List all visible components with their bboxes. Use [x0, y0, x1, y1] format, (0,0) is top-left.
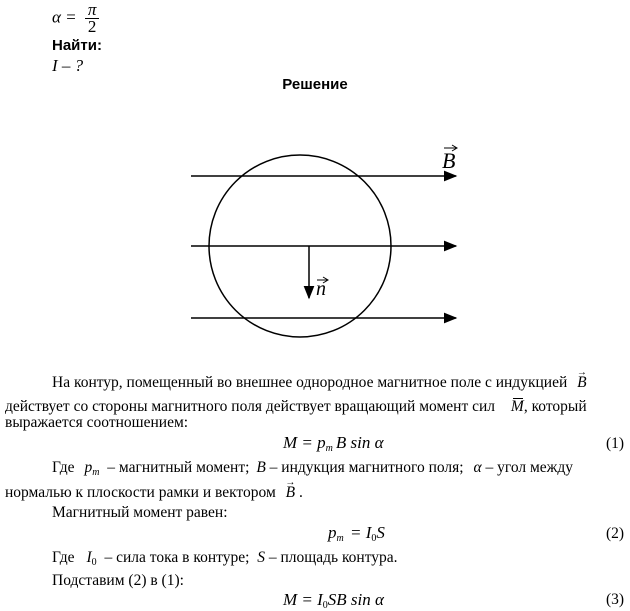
eq3-sub: 0 — [322, 600, 328, 611]
equation-3-number: (3) — [606, 591, 625, 608]
p2-text-f: . — [298, 484, 303, 501]
paragraph-3: Магнитный момент равен: — [52, 504, 228, 521]
p4-symbol-s: S — [257, 549, 266, 566]
paragraph-4 — [52, 548, 398, 573]
p1-text-a: На контур, помещенный во внешнее однородное магнитное поле с индукцией — [52, 374, 568, 391]
alpha-lhs: α = — [52, 7, 77, 27]
p1-symbol-m: M — [510, 398, 524, 415]
p2-text-c: – индукция магнитного поля; — [269, 459, 464, 476]
p2-symbol-b-vector: → B — [286, 483, 295, 503]
p4-symbol-i: I — [86, 549, 92, 566]
p1-text-c: , который — [523, 398, 587, 415]
eq3-rhs: SB sin α — [327, 590, 384, 609]
find-item: I – ? — [52, 56, 84, 75]
eq1-sub: m — [325, 443, 333, 454]
equation-1 — [283, 433, 384, 454]
eq2-rhs: S — [376, 523, 385, 542]
b-label: B — [442, 148, 456, 173]
p1-text-b: действует со стороны магнитного поля действует вращающий момент сил — [5, 398, 496, 415]
p4-text-a: Где — [52, 549, 75, 566]
paragraph-2-line-2 — [5, 483, 303, 503]
eq1-lhs: M = p — [283, 433, 326, 452]
eq2-lhs: p — [328, 523, 337, 542]
p2-text-d: – угол между — [485, 459, 574, 476]
solution-title: Решение — [282, 76, 348, 93]
equation-1-number: (1) — [606, 435, 625, 452]
p2-text-e: нормалью к плоскости рамки и вектором — [5, 484, 276, 501]
find-label: Найти: — [52, 37, 102, 54]
p2-text-b: – магнитный момент; — [107, 459, 250, 476]
eq2-sub: m — [336, 533, 344, 544]
p2-symbol-p: p — [84, 459, 93, 476]
equation-2-number: (2) — [606, 525, 625, 542]
p1-text-d: выражается соотношением: — [5, 414, 189, 431]
eq3-lhs: M = I — [283, 590, 323, 609]
p4-text-c: – площадь контура. — [268, 549, 398, 566]
eq1-rhs: B sin α — [335, 433, 384, 452]
p4-text-b: – сила тока в контуре; — [104, 549, 250, 566]
p2-text-a: Где — [52, 459, 75, 476]
p2-symbol-p-sub: m — [92, 467, 100, 478]
alpha-numerator: π — [85, 2, 100, 19]
eq2-sub2: 0 — [371, 533, 377, 544]
paragraph-2-line-1 — [52, 458, 573, 483]
eq2-eq: = I — [349, 523, 372, 542]
n-label: n — [316, 278, 326, 300]
p4-symbol-i-sub: 0 — [91, 557, 97, 568]
paragraph-1-line-1 — [52, 373, 587, 393]
p2-symbol-b: B — [256, 459, 266, 476]
equation-3 — [283, 590, 384, 611]
p1-symbol-b: → B — [577, 373, 586, 393]
paragraph-5: Подставим (2) в (1): — [52, 572, 184, 589]
p2-symbol-alpha: α — [473, 459, 482, 476]
alpha-denominator: 2 — [87, 17, 97, 36]
equation-2 — [328, 523, 385, 544]
